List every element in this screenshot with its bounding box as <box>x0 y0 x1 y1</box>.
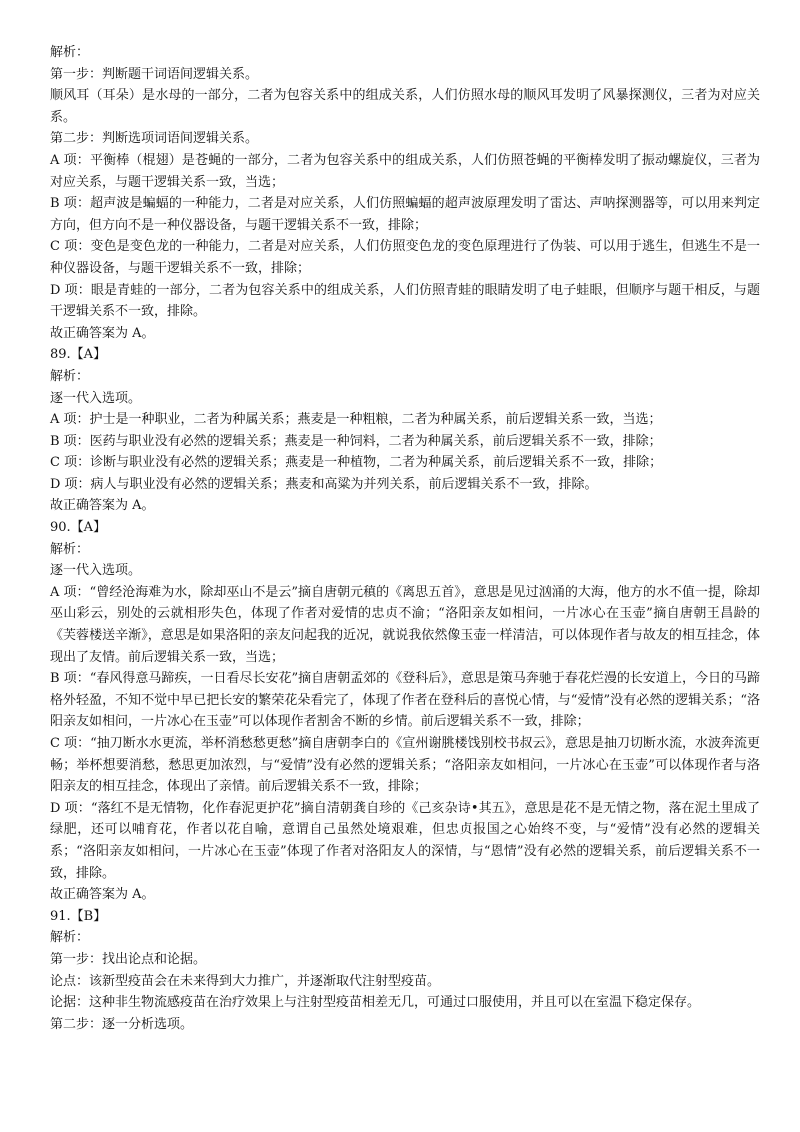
paragraph: B 项：超声波是蝙蝠的一种能力，二者是对应关系，人们仿照蝙蝠的超声波原理发明了雷达、声呐探测器等，可以用来判定方向，但方向不是一种仪器设备，与题干逻辑关系不一致，排除； <box>50 196 760 233</box>
paragraph: 第一步：判断题干词语间逻辑关系。 <box>50 66 259 82</box>
paragraph: 逐一代入选项。 <box>50 390 142 406</box>
paragraph: D 项：眼是青蛙的一部分，二者为包容关系中的组成关系，人们仿照青蛙的眼睛发明了电子蛙眼，但顺序与题干相反，与题干逻辑关系不一致，排除。 <box>50 282 760 320</box>
paragraph: 解析： <box>50 930 90 946</box>
paragraph: B 项：“春风得意马蹄疾，一日看尽长安花”摘自唐朝孟郊的《登科后》，意思是策马奔驰于春花烂漫的长安道上，今日的马蹄格外轻盈，不知不觉中早已把长安的繁荣花朵看完了，体现了作者在登科后的喜悦心情，与“爱情”没有必然的逻辑关系；“洛阳亲友如相问，一片冰心在玉壶”可以体现作者割舍不断的乡情。前后逻辑关系不一致，排除； <box>50 671 760 730</box>
question-number: 90.【A】 <box>50 520 107 536</box>
paragraph: D 项：病人与职业没有必然的逻辑关系；燕麦和高粱为并列关系，前后逻辑关系不一致，排除。 <box>50 476 598 492</box>
paragraph: 逐一代入选项。 <box>50 563 142 579</box>
paragraph: 解析： <box>50 45 90 60</box>
question-number: 91.【B】 <box>50 908 107 924</box>
paragraph: 第二步：判断选项词语间逻辑关系。 <box>50 131 259 147</box>
paragraph: C 项：诊断与职业没有必然的逻辑关系；燕麦是一种植物，二者为种属关系，前后逻辑关系不一致，排除； <box>50 455 663 471</box>
question-number: 89.【A】 <box>50 347 107 363</box>
paragraph: D 项：“落红不是无情物，化作春泥更护花”摘自清朝龚自珍的《己亥杂诗•其五》，意思是花不是无情之物，落在泥土里成了绿肥，还可以哺育花，作者以花自喻，意谓自己虽然处境艰难，但忠贞报国之心始终不变，与“爱情”没有必然的逻辑关系；“洛阳亲友如相问，一片冰心在玉壶”体现了作者对洛阳友人的深情，与“恩情”没有必然的逻辑关系，前后逻辑关系不一致，排除。 <box>50 800 760 881</box>
paragraph: 顺风耳（耳朵）是水母的一部分，二者为包容关系中的组成关系，人们仿照水母的顺风耳发明了风暴探测仪，三者为对应关系。 <box>50 88 760 125</box>
paragraph: C 项：变色是变色龙的一种能力，二者是对应关系，人们仿照变色龙的变色原理进行了伪装、可以用于逃生，但逃生不是一种仪器设备，与题干逻辑关系不一致，排除； <box>50 239 760 276</box>
paragraph: 故正确答案为 A。 <box>50 498 155 514</box>
paragraph: 解析： <box>50 541 90 557</box>
paragraph: 第一步：找出论点和论据。 <box>50 951 207 967</box>
paragraph: 第二步：逐一分析选项。 <box>50 1016 194 1032</box>
paragraph: 故正确答案为 A。 <box>50 887 155 903</box>
paragraph: A 项：护士是一种职业，二者为种属关系；燕麦是一种粗粮，二者为种属关系，前后逻辑关系一致，当选； <box>50 412 662 428</box>
paragraph: 故正确答案为 A。 <box>50 325 155 341</box>
paragraph: 论点：该新型疫苗会在未来得到大力推广，并逐渐取代注射型疫苗。 <box>50 973 441 989</box>
paragraph: A 项：“曾经沧海难为水，除却巫山不是云”摘自唐朝元稹的《离思五首》，意思是见过汹涌的大海，他方的水不值一提，除却巫山彩云，别处的云就相形失色，体现了作者对爱情的忠贞不渝；“洛阳亲友如相问，一片冰心在玉壶”摘自唐朝王昌龄的《芙蓉楼送辛渐》，意思是如果洛阳的亲友问起我的近况，就说我依然像玉壶一样清洁，可以体现作者与故友的相互挂念，体现出了友情。前后逻辑关系一致，当选； <box>50 584 760 665</box>
paragraph: B 项：医药与职业没有必然的逻辑关系；燕麦是一种饲料，二者为种属关系，前后逻辑关系不一致，排除； <box>50 433 662 449</box>
paragraph: 解析： <box>50 368 90 384</box>
paragraph: C 项：“抽刀断水水更流，举杯消愁愁更愁”摘自唐朝李白的《宣州谢朓楼饯别校书叔云》，意思是抽刀切断水流，水波奔流更畅；举杯想要消愁，愁思更加浓烈，与“爱情”没有必然的逻辑关系；“洛阳亲友如相问，一片冰心在玉壶”可以体现作者与洛阳亲友的相互挂念，体现出了亲情。前后逻辑关系不一致，排除； <box>50 736 760 795</box>
paragraph: A 项：平衡棒（棍翅）是苍蝇的一部分，二者为包容关系中的组成关系，人们仿照苍蝇的平衡棒发明了振动螺旋仪，三者为对应关系，与题干逻辑关系一致，当选； <box>50 152 760 190</box>
answer-explanation-document <box>50 42 760 1035</box>
paragraph: 论据：这种非生物流感疫苗在治疗效果上与注射型疫苗相差无几，可通过口服使用，并且可以在室温下稳定保存。 <box>50 995 701 1011</box>
